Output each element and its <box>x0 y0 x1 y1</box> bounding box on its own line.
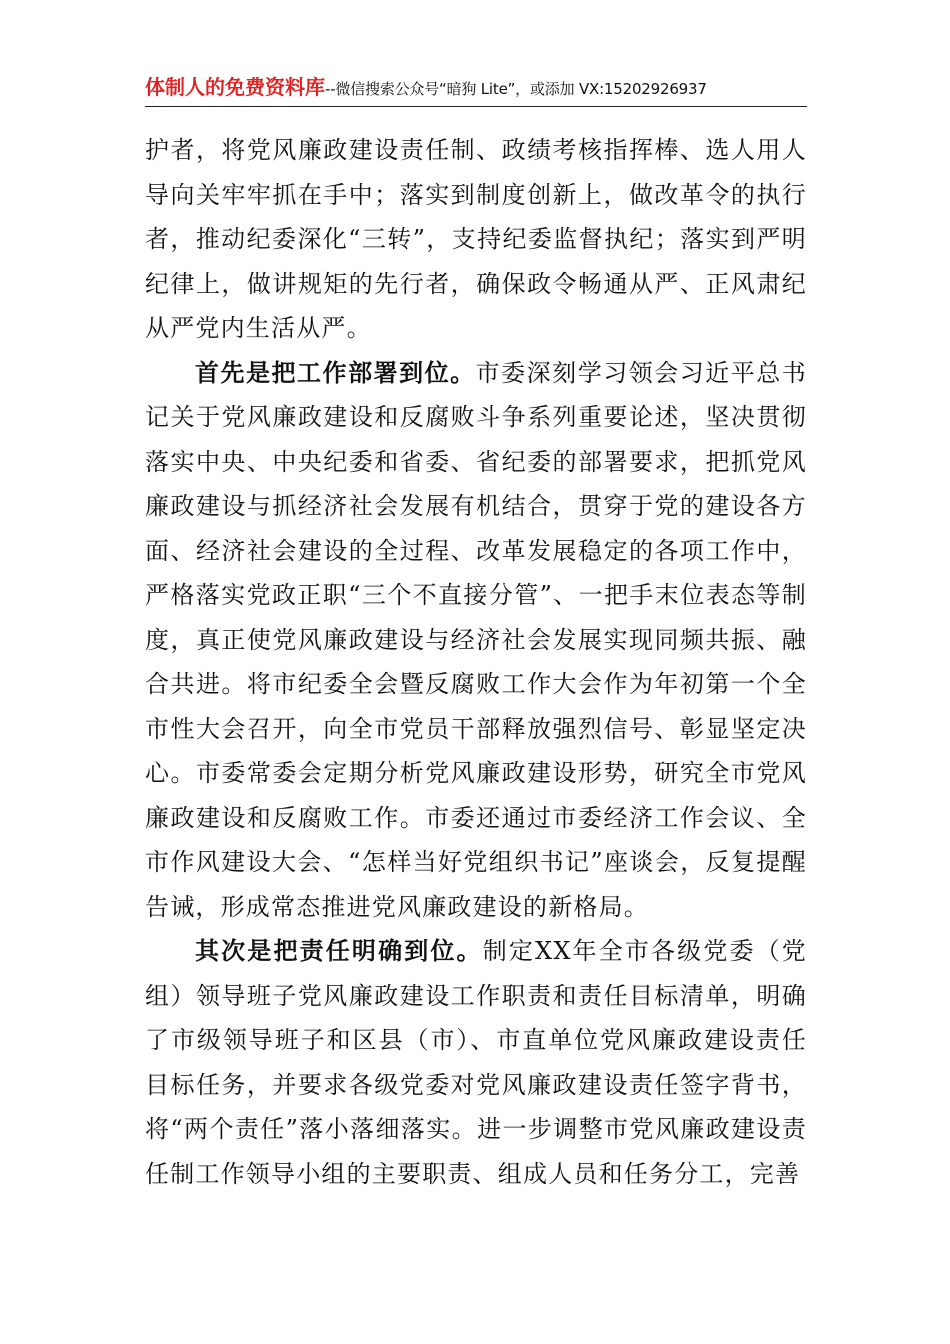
paragraph-lead: 其次是把责任明确到位。 <box>195 937 483 965</box>
paragraph-text: 制定XX年全市各级党委（党组）领导班子党风廉政建设工作职责和责任目标清单，明确了市级领导班子和区县（市）、市直单位党风廉政建设责任目标任务，并要求各级党委对党风廉政建设责任签字背书，将“两个责任”落小落细落实。进一步调整市党风廉政建设责任制工作领导小组的主要职责、组成人员和任务分工，完善 <box>145 937 807 1188</box>
header-divider <box>145 106 807 107</box>
paragraph-lead: 首先是把工作部署到位。 <box>195 358 476 387</box>
paragraph-work-deployment <box>145 351 807 930</box>
paragraph-continuation <box>145 128 807 351</box>
header-note: --微信搜索公众号“暗狗 Lite”，或添加 VX:15202926937 <box>325 80 707 98</box>
paragraph-responsibility <box>145 929 807 1196</box>
document-body <box>145 128 807 1196</box>
paragraph-text: 市委深刻学习领会习近平总书记关于党风廉政建设和反腐败斗争系列重要论述，坚决贯彻落实中央、中央纪委和省委、省纪委的部署要求，把抓党风廉政建设与抓经济社会发展有机结合，贯穿于党的建设各方面、经济社会建设的全过程、改革发展稳定的各项工作中，严格落实党政正职“三个不直接分管”、一把手末位表态等制度，真正使党风廉政建设与经济社会发展实现同频共振、融合共进。将市纪委全会暨反腐败工作大会作为年初第一个全市性大会召开，向全市党员干部释放强烈信号、彰显坚定决心。市委常委会定期分析党风廉政建设形势，研究全市党风廉政建设和反腐败工作。市委还通过市委经济工作会议、全市作风建设大会、“怎样当好党组织书记”座谈会，反复提醒告诫，形成常态推进党风廉政建设的新格局。 <box>145 358 807 921</box>
paragraph-text: 护者，将党风廉政建设责任制、政绩考核指挥棒、选人用人导向关牢牢抓在手中；落实到制度创新上，做改革令的执行者，推动纪委深化“三转”，支持纪委监督执纪；落实到严明纪律上，做讲规矩的先行者，确保政令畅通从严、正风肃纪从严党内生活从严。 <box>145 136 807 342</box>
header-brand: 体制人的免费资料库 <box>145 75 325 99</box>
page-header <box>145 70 807 104</box>
